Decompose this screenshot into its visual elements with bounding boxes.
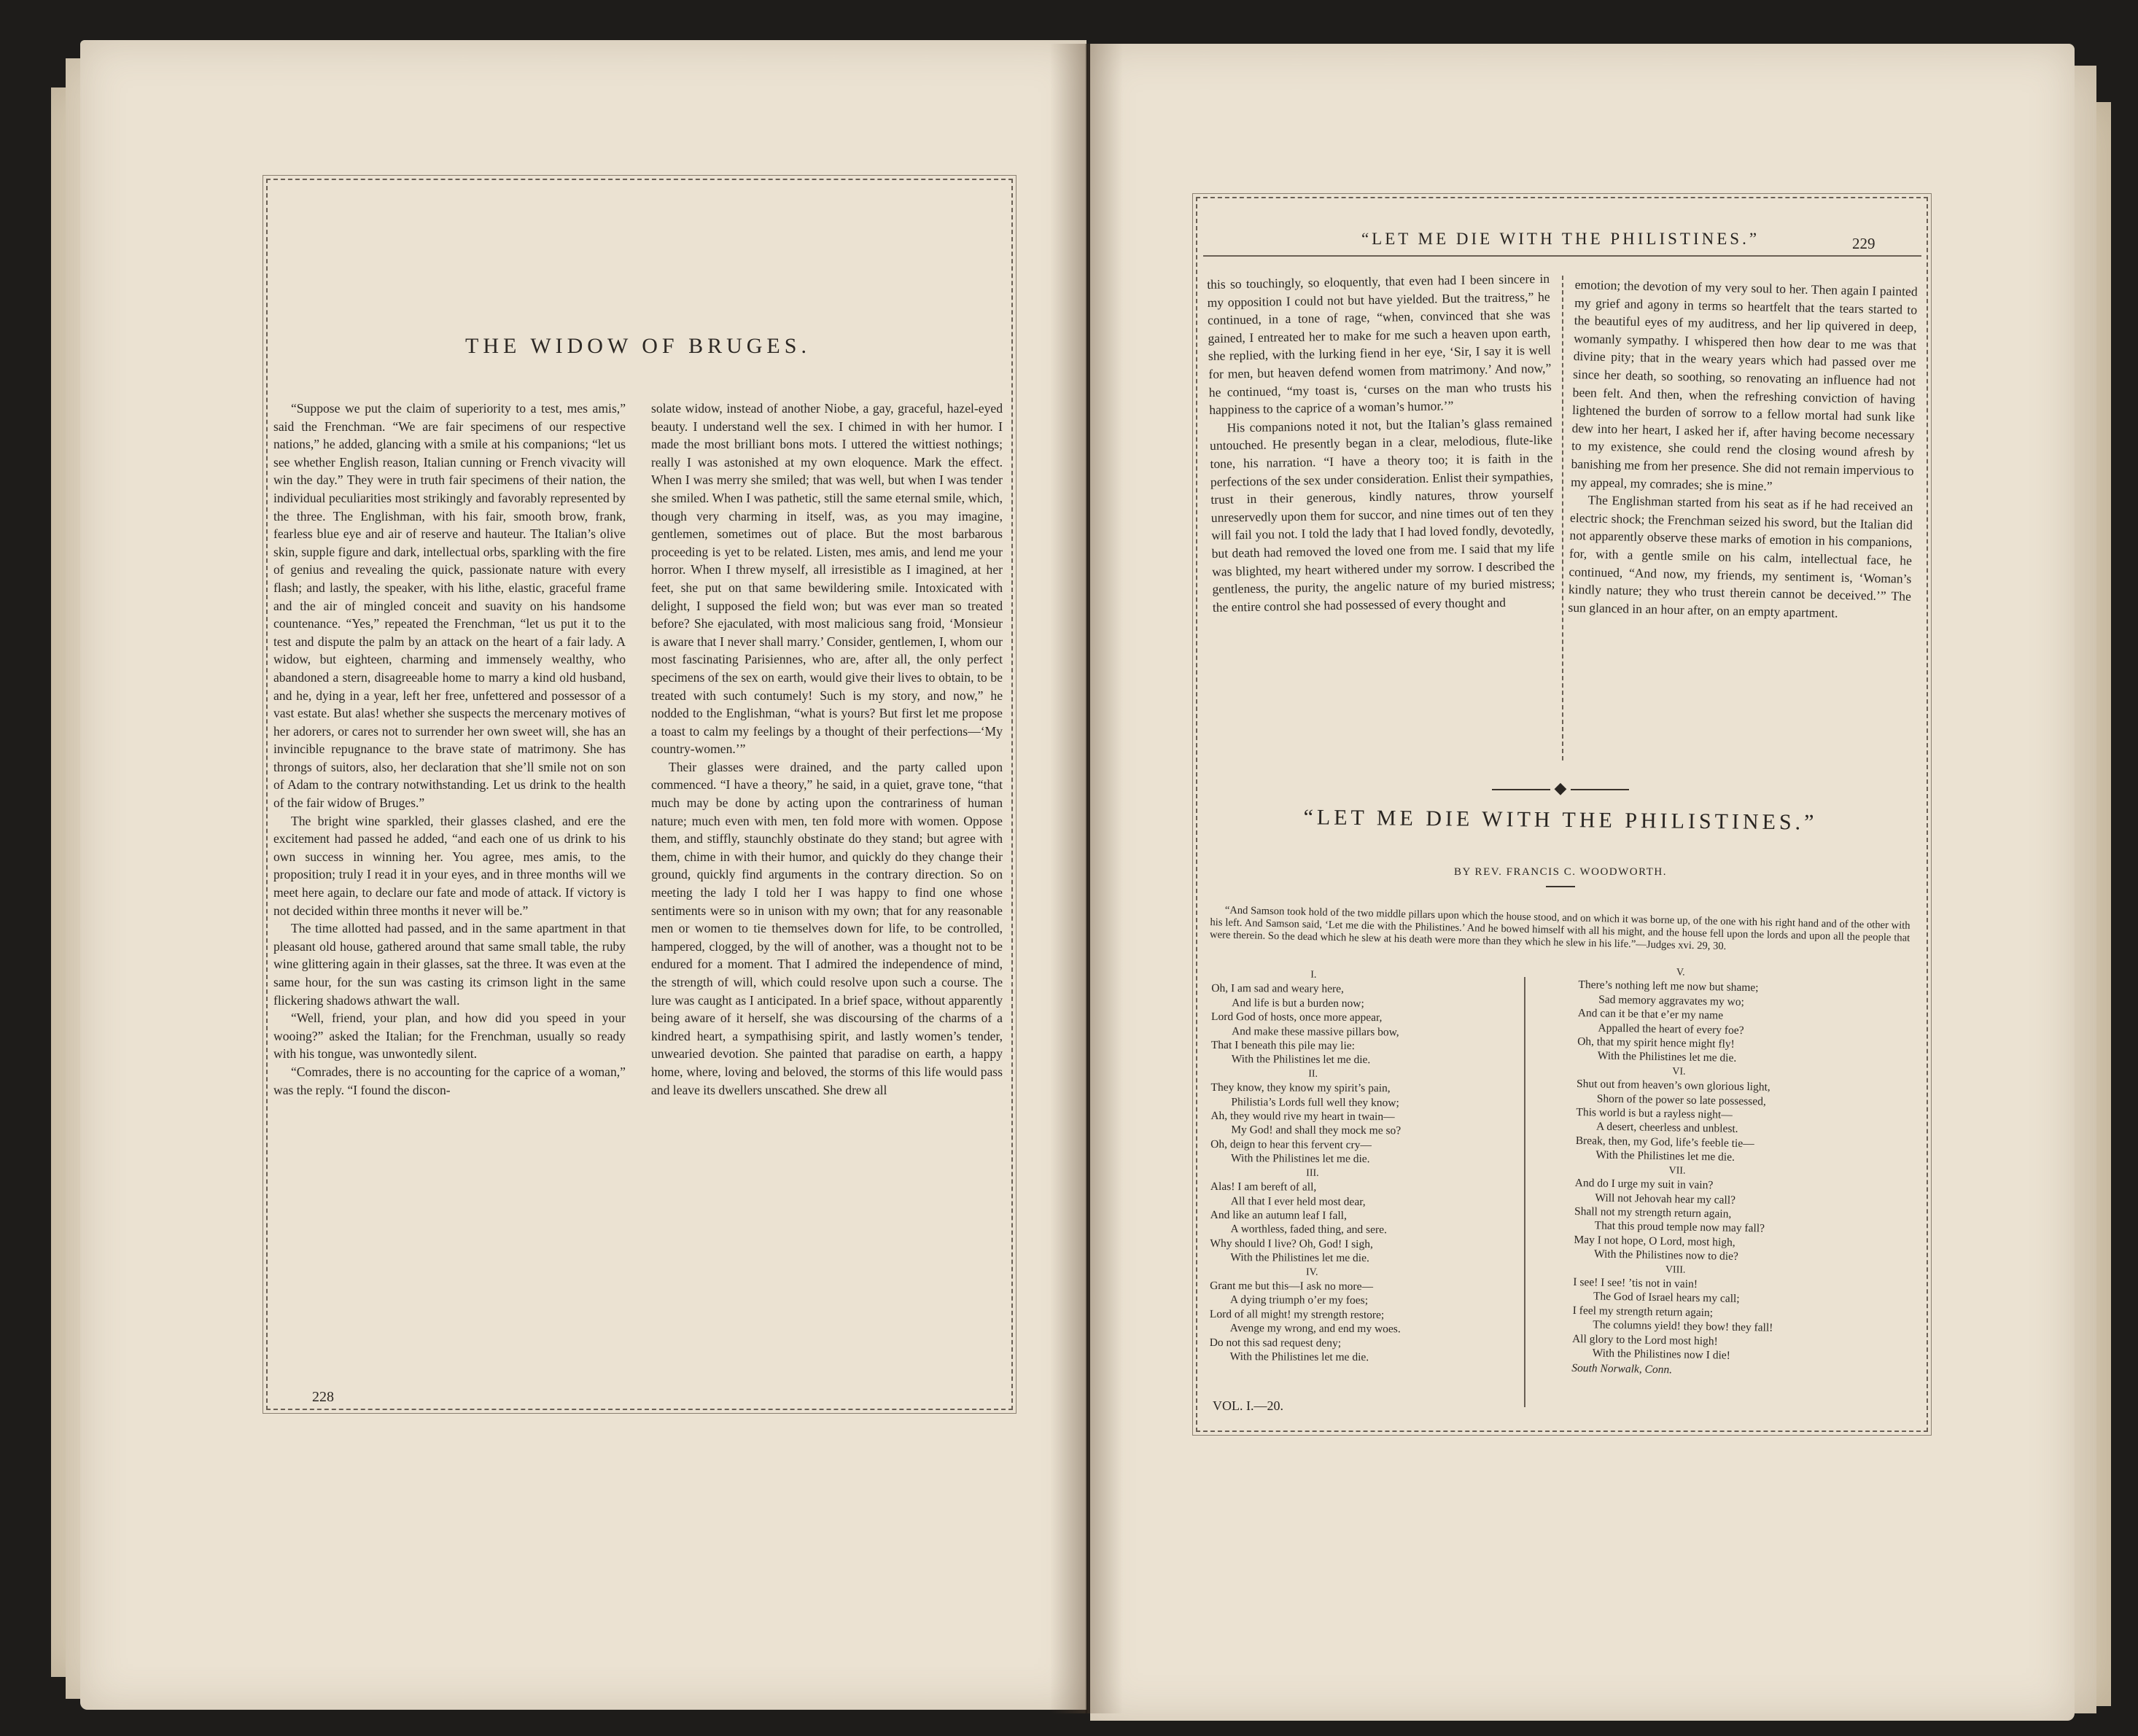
poem-line: With the Philistines let me die.: [1231, 1152, 1370, 1166]
stanza-number: IV.: [1305, 1266, 1318, 1278]
poem-column-1: [1210, 968, 1504, 1365]
poem-line: This world is but a rayless night—: [1576, 1106, 1733, 1121]
poem-line: The columns yield! they bow! they fall!: [1593, 1318, 1773, 1334]
poem-line: With the Philistines let me die.: [1595, 1148, 1735, 1164]
poem-line: All glory to the Lord most high!: [1571, 1332, 1718, 1347]
poem-epigraph: “And Samson took hold of the two middle pillars upon which the house stood, and on which it was borne up, of the one with his right hand and of the other with his left. And Samson said, ‘Let me die with the Philistines.’ And he bowed himself with all his might, and the house fell upon the lords and upon all the people that were therein. So the dead which he slew at his death were more than they which he slew in his life.”—Judges xvi. 29, 30.: [1209, 904, 1910, 953]
ornament-rule: [1571, 789, 1629, 790]
poem-line: With the Philistines let me die.: [1230, 1251, 1369, 1265]
poem-column-2: [1571, 964, 1885, 1381]
poem-title: “LET ME DIE WITH THE PHILISTINES.”: [1303, 805, 1818, 835]
paragraph: this so touchingly, so eloquently, that even had I been sincere in my opposition I could not but have yielded. But the traitress,” he continued, in a tone of rage, “when, convinced that she was gained, I entreated her to make for me such a heaven upon earth, she replied, with the lurking fiend in her eye, ‘Sir, I say it is well for men, but heaven defend women from matrimony.’ And now,” he continued, “my toast is, ‘curses on the man who trusts his happiness to the caprice of a woman’s humor.’”: [1207, 270, 1552, 418]
paragraph: His companions noted it not, but the Italian’s glass remained untouched. He presently began in a clear, melodious, flute-like tone, his narration. “I have a theory too; it is faith in the perfections of the sex under consideration. Enlist their sympathies, trust in their generous, kindly natures, throw yourself unreservedly upon them for succor, and nine times out of ten they will fail you not. I told the lady that I had loved fondly, devotedly, but death had removed the loved one from me. I said that my life was blighted, my heart withered under my sorrow. I described the gentleness, the purity, the angelic nature of my buried mistress; the entire control she had possessed of every thought and: [1209, 414, 1555, 615]
byline-rule: [1546, 886, 1575, 887]
poem-line: May I not hope, O Lord, most high,: [1574, 1233, 1735, 1249]
poem-line: Why should I live? Oh, God! I sigh,: [1210, 1237, 1373, 1250]
column-divider: [1562, 276, 1563, 760]
poem-line: Shut out from heaven’s own glorious light,: [1576, 1078, 1770, 1094]
poem-column-divider: [1524, 977, 1525, 1407]
left-column-2: [651, 400, 1003, 1099]
stanza-number: VI.: [1672, 1066, 1686, 1078]
poem-line: That I beneath this pile may lie:: [1210, 1038, 1356, 1053]
stanza-number: III.: [1306, 1167, 1319, 1179]
paragraph: emotion; the devotion of my very soul to her. Then again I painted my grief and agony in terms so heartfelt that the tears started to the beautiful eyes of my auditress, and her lip quivered in deep, womanly sympathy. I whispered then how dear to me was that divine pity; that in the weary years which had passed over me since her death, so soothing, so renovating an influence had not been felt. And then, when the refreshing conviction of having lightened the burden of sorrow to a fellow mortal had sunk like dew into her heart, I asked her if, after having become necessary to my existence, she could rend the closing wound afresh by banishing me from her presence. She did not remain impervious to my appeal, my comrades; she is mine.”: [1570, 276, 1918, 494]
right-column-1: [1207, 270, 1555, 616]
poem-line: Appalled the heart of every foe?: [1598, 1021, 1744, 1037]
header-rule: [1203, 255, 1921, 257]
poem-line: I see! I see! ’tis not in vain!: [1573, 1275, 1698, 1291]
stanza-number: VIII.: [1665, 1264, 1686, 1276]
poem-line: They know, they know my spirit’s pain,: [1210, 1081, 1391, 1095]
ornament-icon: ◆: [1554, 779, 1567, 797]
poem-line: And life is but a burden now;: [1232, 996, 1364, 1010]
volume-label: VOL. I.—20.: [1213, 1398, 1283, 1413]
poem-line: Oh, I am sad and weary here,: [1211, 982, 1344, 996]
paragraph: “Comrades, there is no accounting for the caprice of a woman,” was the reply. “I found the discon-: [273, 1064, 626, 1097]
paragraph: The Englishman started from his seat as if he had received an electric shock; the Frenchman seized his sword, but the Italian did not apparently observe these marks of emotion in his companions, for, with a gentle smile on his calm, intellectual face, he continued, “And now, my friends, my sentiment is, ‘Woman’s kindly nature; they who trust therein cannot be deceived.’” The sun glanced in an hour after, on an empty apartment.: [1568, 492, 1913, 620]
poem-line: A dying triumph o’er my foes;: [1229, 1293, 1369, 1307]
poem-line: Oh, deign to hear this fervent cry—: [1210, 1137, 1372, 1151]
poem-line: Lord of all might! my strength restore;: [1209, 1307, 1385, 1321]
poem-line: And do I urge my suit in vain?: [1574, 1177, 1714, 1192]
poem-line: Shorn of the power so late possessed,: [1596, 1092, 1766, 1108]
ornament-rule: [1492, 789, 1550, 790]
poem-line: Lord God of hosts, once more appear,: [1211, 1011, 1383, 1024]
poem-line: Grant me but this—I ask no more—: [1210, 1279, 1374, 1293]
poem-line: Philistia’s Lords full well they know;: [1231, 1095, 1399, 1109]
poem-line: There’s nothing left me now but shame;: [1578, 978, 1759, 994]
poem-line: With the Philistines let me die.: [1231, 1053, 1371, 1067]
poem-line: With the Philistines now I die!: [1592, 1347, 1731, 1362]
running-head: “LET ME DIE WITH THE PHILISTINES.”: [1361, 230, 1760, 248]
paragraph: The bright wine sparkled, their glasses clashed, and ere the excitement had passed he added, “and each one of us drink to his own success in winning her. You agree, mes amis, to the proposition; truly I read it in your eyes, and in three months will we meet here again, to declare our fate and mode of attack. If victory is not decided within three months it never will be.”: [273, 813, 626, 918]
stanza-number: II.: [1308, 1068, 1318, 1080]
poem-line: And make these massive pillars bow,: [1231, 1024, 1399, 1038]
paragraph: solate widow, instead of another Niobe, a gay, graceful, hazel-eyed beauty. I understand well the sex. I chimed in with her humor. I made the most brilliant bons mots. I uttered the wittiest nothings; really I was astonished at my own eloquence. Mark the effect. When I was merry she smiled; that was well, but when I was tender she smiled. When I was pathetic, still the same eternal smile, which, though very charming in itself, was, as you may imagine, gentlemen, sometimes out of place. But the most barbarous proceeding is yet to be related. Listen, mes amis, and lend me your horror. When I threw myself, all irresistible as I imagined, at her feet, she put on that same bewildering smile. Intoxicated with delight, I supposed the field won; but was ever man so treated before? She ejaculated, with most malicious sang froid, ‘Monsieur is aware that I never shall marry.’ Consider, gentlemen, I, whom our most fascinating Parisiennes, who are, after all, the only perfect specimens of the sex on earth, would give their lives to obtain, to be treated with such contumely! Such is my story, and now,” he nodded to the Englishman, “what is yours? But first let me propose a toast to calm my feelings by a thought of their perfections—‘My country-women.’”: [651, 401, 1003, 757]
poem-line: Shall not my strength return again,: [1574, 1204, 1732, 1221]
paragraph: Their glasses were drained, and the party called upon commenced. “I have a theory,” he said, in a quiet, grave tone, “that much may be done by acting upon the contrariness of human nature; much even with men, ten fold more with women. Oppose them, and stiffly, staunchly obstinate do they stand; but agree with them, chime in with their humor, and quickly do they change their ground, quickly find arguments in the contrary direction. So on meeting the lady I told her I was happy to find one whose sentiments were so in unison with my own; that for any reasonable men or women to tie themselves down for life, to be controlled, hampered, clogged, by the will of another, was a thought not to be endured for a moment. That I admired the independence of mind, the strength of will, which could resolve upon such a course. The lure was caught as I anticipated. In a brief space, without apparently being aware of it herself, she was discoursing of the charms of a kindred heart, a sympathising spirit, and lastly women’s tender, unwearied devotion. She painted that paradise on earth, a happy home, where, loving and beloved, the storms of this life would pass and leave its dwellers unscathed. She drew all: [651, 759, 1003, 1097]
right-column-2: [1568, 276, 1918, 623]
left-column-1: [273, 400, 626, 1099]
poem-line: And can it be that e’er my name: [1577, 1007, 1724, 1022]
stanza-number: VII.: [1668, 1164, 1686, 1177]
paragraph: “Well, friend, your plan, and how did you speed in your wooing?” asked the Italian; for the Frenchman, usually so ready with his tongue, was unwontedly silent.: [273, 1011, 626, 1062]
poem-line: My God! and shall they mock me so?: [1231, 1124, 1402, 1137]
poem-line: The God of Israel hears my call;: [1593, 1290, 1740, 1306]
poem-line: All that I ever held most dear,: [1230, 1194, 1366, 1208]
poem-line: Will not Jehovah hear my call?: [1595, 1191, 1736, 1207]
stanza-number: I.: [1310, 969, 1317, 981]
poem-line: Oh, that my spirit hence might fly!: [1577, 1035, 1735, 1051]
poem-line: Do not this sad request deny;: [1209, 1336, 1342, 1350]
poem-line: Avenge my wrong, and end my woes.: [1229, 1322, 1401, 1336]
book-gutter: [1050, 44, 1123, 1713]
paragraph: “Suppose we put the claim of superiority to a test, mes amis,” said the Frenchman. “We are fair specimens of our respective nations,” he added, glancing with a smile at his companions; “let us see whether English reason, Italian cunning or French vivacity will win the day.” They were in truth fair specimens of their nation, the individual peculiarities most strikingly and favorably represented by the three. The Englishman, with his fair, smooth brow, frank, fearless blue eye and air of reserve and hauteur. The Italian’s olive skin, supple figure and dark, intellectual orbs, sparkling with the fire of genius and revealing the quick, passionate nature with every flash; and lastly, the speaker, with his lithe, elastic, graceful frame and the air of mingled conceit and suavity on his handsome countenance. “Yes,” repeated the Frenchman, “let us put it to the test and dispute the palm by an attack on the heart of a fair lady. A widow, but eighteen, charming and immensely wealthy, who abandoned a stern, disagreeable home to marry a kind old husband, and he, dying in a year, left her free, unfettered and possessor of a vast estate. But alas! whether she suspects the mercenary motives of her adorers, or cares not to surrender her own sweet will, she has an invincible repugnance to the brave state of matrimony. She has throngs of suitors, also, her declaration that she’ll smile not on son of Adam to the contrary notwithstanding. Let us drink to the health of the fair widow of Bruges.”: [273, 401, 626, 811]
poem-line: With the Philistines let me die.: [1597, 1049, 1737, 1065]
page-number: 228: [312, 1389, 334, 1405]
poem-byline: BY REV. FRANCIS C. WOODWORTH.: [1454, 866, 1667, 878]
stanza-number: V.: [1676, 967, 1685, 978]
poem-line: A desert, cheerless and unblest.: [1595, 1120, 1738, 1136]
poem-signature: South Norwalk, Conn.: [1571, 1362, 1673, 1377]
poem-line: Ah, they would rive my heart in twain—: [1210, 1110, 1395, 1124]
poem-line: Alas! I am bereft of all,: [1210, 1180, 1317, 1194]
story-title: THE WIDOW OF BRUGES.: [465, 334, 811, 358]
ornament-divider: [1473, 779, 1648, 798]
page-number: 229: [1852, 235, 1875, 252]
poem-line: A worthless, faded thing, and sere.: [1230, 1223, 1387, 1237]
poem-line: With the Philistines let me die.: [1229, 1350, 1369, 1364]
poem-line: I feel my strength return again;: [1572, 1304, 1714, 1320]
poem-line: Sad memory aggravates my wo;: [1598, 993, 1745, 1008]
poem-line: With the Philistines now to die?: [1593, 1247, 1739, 1264]
poem-line: Break, then, my God, life’s feeble tie—: [1575, 1134, 1754, 1151]
paragraph: The time allotted had passed, and in the same apartment in that pleasant old house, gathered around that same small table, the ruby wine glittering again in their glasses, sat the three. It was even at the same hour, for the sun was casting its crimson light in the same flickering shadows athwart the wall.: [273, 921, 626, 1008]
poem-line: And like an autumn leaf I fall,: [1210, 1208, 1347, 1222]
poem-line: That this proud temple now may fall?: [1594, 1219, 1765, 1235]
